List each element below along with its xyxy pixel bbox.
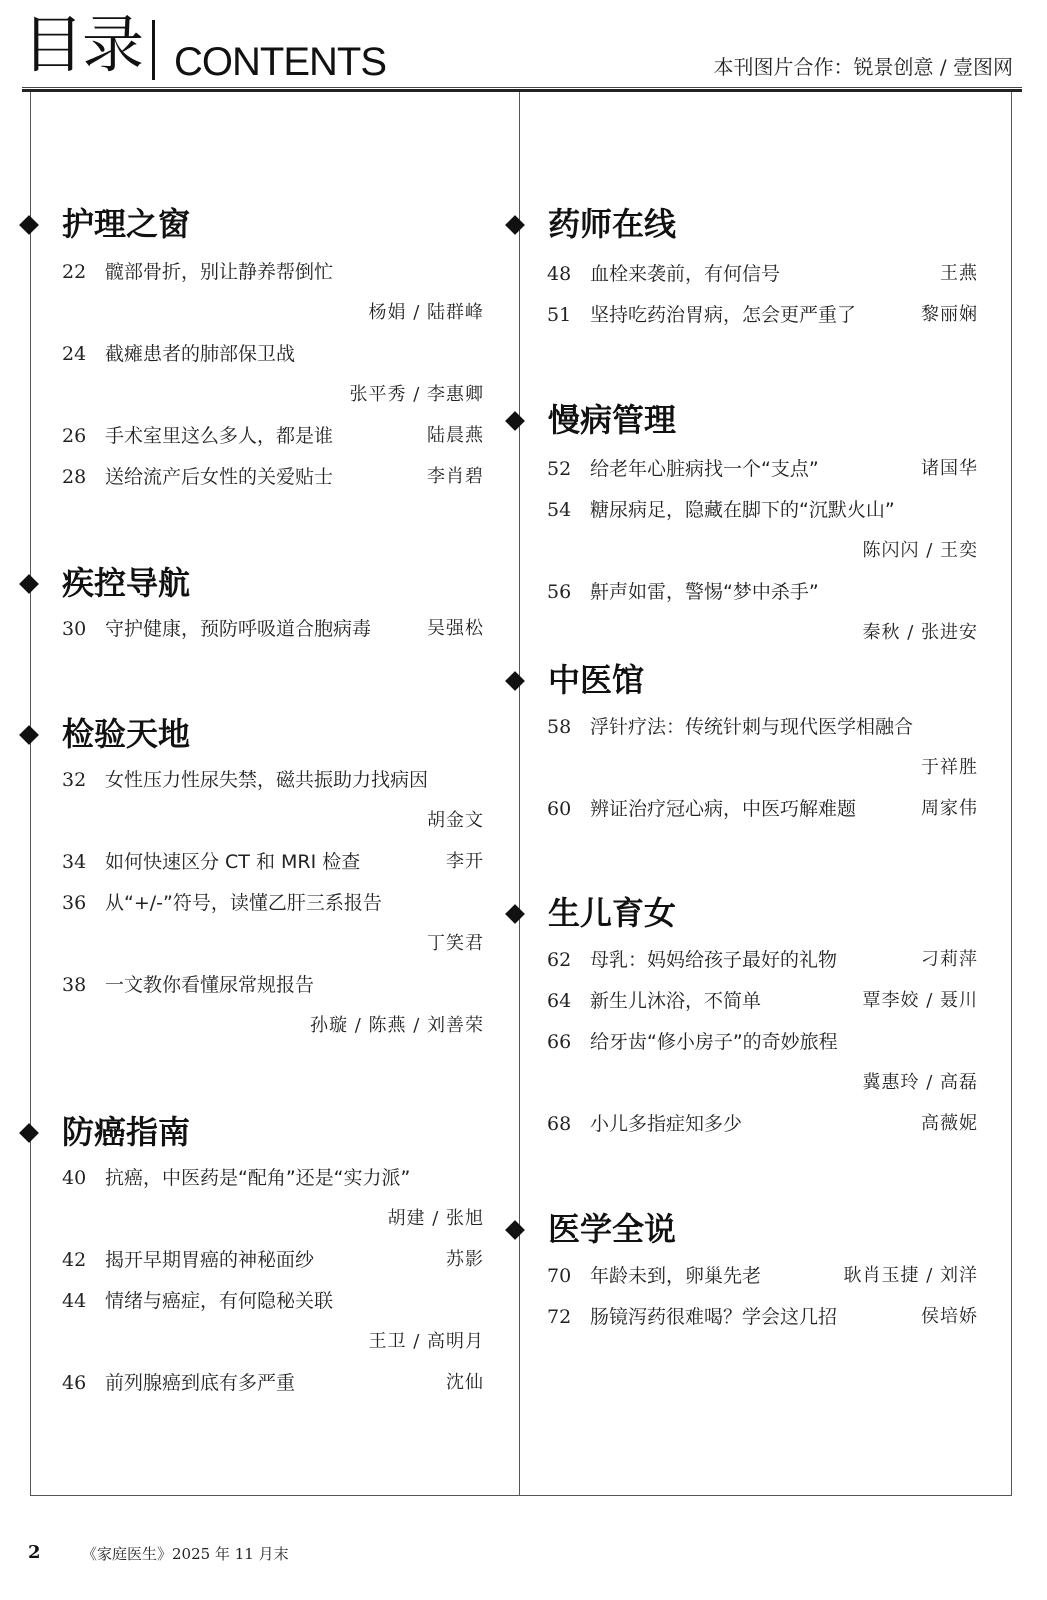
article-author: 苏影 [446,1249,484,1270]
article-title: 截瘫患者的肺部保卫战 [105,343,296,365]
page-number: 54 [547,499,572,521]
article-title: 辨证治疗冠心病，中医巧解难题 [590,798,857,820]
page-number: 68 [547,1113,572,1135]
article-title: 抗癌，中医药是“配角”还是“实力派” [105,1167,411,1189]
article-author: 孙璇 / 陈燕 / 刘善荣 [309,1015,484,1036]
folio-magazine: 《家庭医生》2025 年 11 月末 [82,1545,289,1563]
article-author: 高薇妮 [921,1113,978,1134]
article-author: 李肖碧 [427,466,484,487]
toc-entry[interactable] [62,848,484,878]
article-title: 浮针疗法：传统针刺与现代医学相融合 [590,716,914,738]
article-author: 侯培娇 [921,1306,978,1327]
article-title: 肠镜泻药很难喝？学会这几招 [590,1306,838,1328]
article-author: 李开 [446,851,484,872]
toc-entry[interactable] [547,578,978,608]
article-title: 糖尿病足，隐藏在脚下的“沉默火山” [590,499,895,521]
article-author: 王卫 / 高明月 [368,1331,484,1352]
toc-entry-authors [547,754,978,784]
toc-entry[interactable] [547,713,978,743]
page-number: 62 [547,949,572,971]
toc-entry[interactable] [62,766,484,796]
page-number: 46 [62,1372,87,1394]
page-number: 38 [62,974,87,996]
section-title: 疾控导航 [62,564,191,602]
toc-entry-authors [62,1328,484,1358]
section-title: 药师在线 [548,205,677,243]
section-title: 防癌指南 [62,1113,191,1151]
toc-entry[interactable] [62,889,484,919]
toc-entry[interactable] [547,1262,978,1292]
page-number: 70 [547,1265,572,1287]
section-title: 慢病管理 [548,401,677,439]
article-title: 给牙齿“修小房子”的奇妙旅程 [590,1031,838,1053]
article-author: 陆晨燕 [427,425,484,446]
page-number: 58 [547,716,572,738]
toc-entry[interactable] [547,987,978,1017]
section-title: 医学全说 [548,1210,677,1248]
page-title: 目录 [22,8,143,81]
article-author: 周家伟 [921,798,978,819]
toc-entry[interactable] [547,1110,978,1140]
page-number: 66 [547,1031,572,1053]
toc-entry-authors [62,1205,484,1235]
article-title: 情绪与癌症，有何隐秘关联 [105,1290,334,1312]
page-number: 51 [547,304,572,326]
toc-entry[interactable] [62,971,484,1001]
article-author: 刁莉萍 [921,949,978,970]
toc-entry[interactable] [62,422,484,452]
toc-entry-authors [62,381,484,411]
toc-entry[interactable] [547,496,978,526]
toc-entry[interactable] [62,258,484,288]
page-title-english: CONTENTS [174,40,386,84]
article-author: 于祥胜 [921,757,978,778]
page-number: 36 [62,892,87,914]
article-title: 坚持吃药治胃病，怎会更严重了 [590,304,857,326]
toc-entry-authors [62,807,484,837]
article-title: 从“+/-”符号，读懂乙肝三系报告 [105,892,382,914]
page-number: 24 [62,343,87,365]
article-title: 守护健康，预防呼吸道合胞病毒 [105,618,372,640]
article-title: 如何快速区分 CT 和 MRI 检查 [105,851,361,873]
toc-entry[interactable] [547,795,978,825]
page-number: 32 [62,769,87,791]
page-number: 64 [547,990,572,1012]
toc-entry-authors [62,299,484,329]
article-author: 黎丽娴 [921,304,978,325]
page-number: 34 [62,851,87,873]
page-number: 22 [62,261,87,283]
article-author: 秦秋 / 张进安 [862,622,978,643]
toc-entry-authors [547,619,978,649]
article-author: 胡金文 [427,810,484,831]
page-number: 42 [62,1249,87,1271]
article-author: 张平秀 / 李惠卿 [349,384,484,405]
article-title: 女性压力性尿失禁，磁共振助力找病因 [105,769,429,791]
toc-entry[interactable] [547,1303,978,1333]
toc-entry[interactable] [62,340,484,370]
article-title: 一文教你看懂尿常规报告 [105,974,315,996]
article-title: 年龄未到，卵巢先老 [590,1265,762,1287]
article-author: 诸国华 [921,458,978,479]
title-divider [152,20,155,80]
article-author: 冀惠玲 / 高磊 [862,1072,978,1093]
article-author: 胡建 / 张旭 [387,1208,484,1229]
masthead [22,8,1022,84]
toc-entry[interactable] [62,1164,484,1194]
toc-entry-authors [547,1069,978,1099]
article-title: 前列腺癌到底有多严重 [105,1372,296,1394]
article-title: 给老年心脏病找一个“支点” [590,458,819,480]
toc-entry-authors [547,537,978,567]
page-number: 72 [547,1306,572,1328]
page-number: 28 [62,466,87,488]
toc-entry[interactable] [62,463,484,493]
toc-entry[interactable] [547,301,978,331]
article-author: 杨娟 / 陆群峰 [368,302,484,323]
toc-entry[interactable] [547,455,978,485]
toc-entry[interactable] [62,1369,484,1399]
column-divider [519,92,520,1496]
article-title: 揭开早期胃癌的神秘面纱 [105,1249,315,1271]
article-title: 血栓来袭前，有何信号 [590,263,781,285]
article-author: 沈仙 [446,1372,484,1393]
toc-entry[interactable] [62,1246,484,1276]
article-author: 覃李姣 / 聂川 [862,990,978,1011]
article-title: 送给流产后女性的关爱贴士 [105,466,334,488]
image-credit: 本刊图片合作：锐景创意 / 壹图网 [713,55,1013,79]
page-number: 30 [62,618,87,640]
folio-page-number: 2 [28,1542,41,1563]
article-title: 小儿多指症知多少 [590,1113,743,1135]
article-author: 丁笑君 [427,933,484,954]
article-title: 新生儿沐浴，不简单 [590,990,762,1012]
section-title: 中医馆 [548,661,645,699]
page-number: 56 [547,581,572,603]
toc-entry[interactable] [547,946,978,976]
article-title: 髋部骨折，别让静养帮倒忙 [105,261,334,283]
page-number: 26 [62,425,87,447]
toc-entry[interactable] [62,615,484,645]
page-number: 48 [547,263,572,285]
toc-entry-authors [62,930,484,960]
toc-entry[interactable] [62,1287,484,1317]
page-number: 60 [547,798,572,820]
toc-entry[interactable] [547,260,978,290]
article-title: 鼾声如雷，警惕“梦中杀手” [590,581,819,603]
page-number: 52 [547,458,572,480]
page-number: 44 [62,1290,87,1312]
section-title: 生儿育女 [548,894,677,932]
toc-entry-authors [62,1012,484,1042]
section-title: 检验天地 [62,715,191,753]
section-title: 护理之窗 [62,205,191,243]
article-author: 陈闪闪 / 王奕 [862,540,978,561]
article-author: 吴强松 [427,618,484,639]
article-title: 母乳：妈妈给孩子最好的礼物 [590,949,838,971]
toc-entry[interactable] [547,1028,978,1058]
article-author: 王燕 [940,263,978,284]
article-author: 耿肖玉捷 / 刘洋 [843,1265,978,1286]
page-number: 40 [62,1167,87,1189]
article-title: 手术室里这么多人，都是谁 [105,425,334,447]
